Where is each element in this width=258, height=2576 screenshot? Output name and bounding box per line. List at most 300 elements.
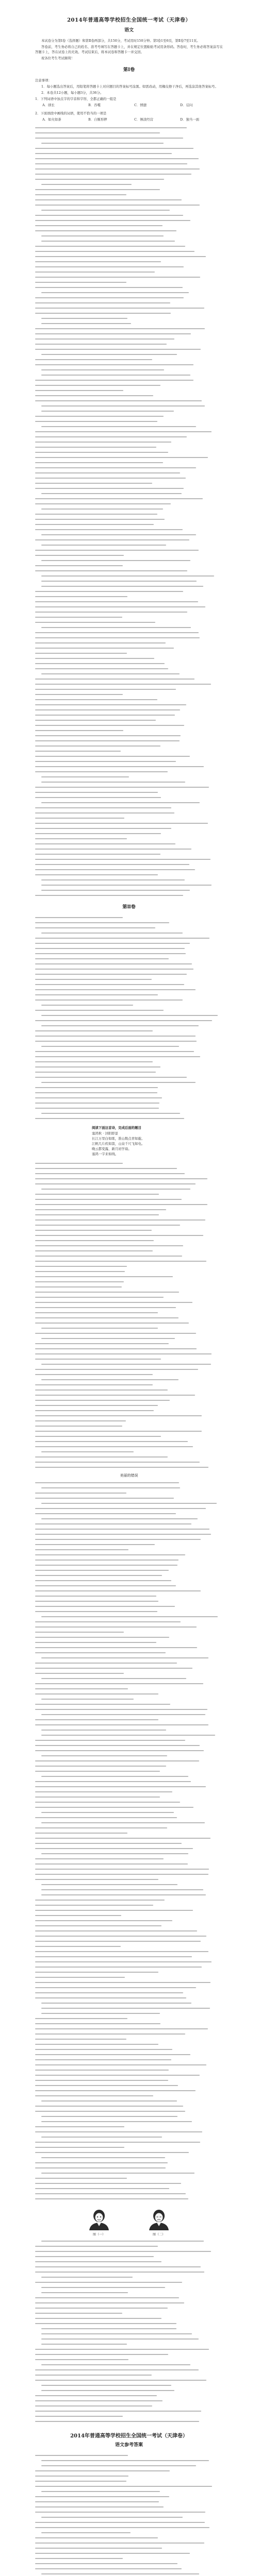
text-line <box>35 1949 223 1954</box>
text-line <box>35 2378 223 2383</box>
text-line <box>35 1398 223 1403</box>
text-line <box>35 1429 223 1434</box>
question-stem: 1．下列词语中加点字的字音和字形，全都正确的一组是 <box>35 97 117 101</box>
text-line <box>35 1028 223 1033</box>
text-line <box>35 656 223 661</box>
text-line <box>35 1413 223 1418</box>
text-line <box>35 2367 223 2372</box>
text-line <box>35 1923 223 1928</box>
text-line <box>35 743 223 749</box>
text-line <box>35 785 223 790</box>
text-line <box>35 1454 223 1460</box>
text-line <box>35 2093 223 2098</box>
text-line <box>35 285 223 290</box>
text-line <box>35 1336 223 1341</box>
text-line <box>35 687 223 692</box>
text-line <box>35 1511 223 1516</box>
text-line <box>35 754 223 759</box>
text-line <box>35 1774 223 1779</box>
text-line <box>35 1583 223 1588</box>
text-line <box>35 1764 223 1769</box>
text-line <box>35 269 223 275</box>
text-line <box>35 1547 223 1552</box>
text-line <box>35 1975 223 1980</box>
text-line <box>35 362 223 367</box>
text-line <box>35 146 223 151</box>
text-line <box>35 450 223 455</box>
text-line <box>35 1537 223 1542</box>
text-line <box>35 941 223 946</box>
text-line <box>35 197 223 202</box>
text-line <box>35 2186 223 2191</box>
text-line <box>35 872 223 877</box>
text-line <box>35 728 223 733</box>
text-line <box>35 609 223 615</box>
text-line <box>35 666 223 671</box>
body-text-block <box>35 125 223 898</box>
text-line <box>35 1059 223 1064</box>
text-line <box>35 1085 223 1090</box>
text-line <box>35 1624 223 1630</box>
text-line <box>35 522 223 527</box>
text-line <box>35 2342 223 2347</box>
text-line <box>35 2540 223 2546</box>
text-line <box>35 2067 223 2073</box>
text-line <box>35 1290 223 1295</box>
text-line <box>35 1892 223 1897</box>
text-line <box>35 759 223 764</box>
text-line <box>35 264 223 269</box>
text-line <box>35 997 223 1003</box>
text-line <box>35 372 223 378</box>
text-line <box>35 403 223 409</box>
text-line <box>35 1279 223 1284</box>
poem-line: 塞鸿秋 · 浔阳即景 <box>92 1131 118 1136</box>
text-line <box>35 1789 223 1794</box>
text-line <box>35 846 223 852</box>
text-line <box>35 506 223 512</box>
text-line <box>35 424 223 429</box>
text-line <box>35 1573 223 1578</box>
text-line <box>35 1444 223 1449</box>
text-line <box>35 135 223 141</box>
text-line <box>35 1619 223 1624</box>
text-line <box>35 1867 223 1872</box>
text-line <box>35 2311 223 2316</box>
text-line <box>35 1033 223 1039</box>
instruction-paragraph: 本试卷分为第Ⅰ卷（选择题）和第Ⅱ卷两部分，共150分，考试用时150分钟。第Ⅰ卷1至6页，第Ⅱ卷7至11页。 <box>41 39 200 43</box>
text-line <box>35 625 223 630</box>
text-line <box>35 1202 223 1207</box>
text-line <box>35 2259 223 2264</box>
text-line <box>35 2042 223 2047</box>
text-line <box>35 161 223 166</box>
text-line <box>35 182 223 187</box>
text-line <box>35 1841 223 1846</box>
text-line <box>35 1357 223 1362</box>
text-line <box>35 537 223 543</box>
instruction-paragraph: 祝各位考生考试顺利！ <box>41 56 74 60</box>
text-line <box>35 1800 223 1805</box>
text-line <box>35 1810 223 1815</box>
text-line <box>35 383 223 388</box>
text-line <box>35 1614 223 1619</box>
text-line <box>35 1106 223 1111</box>
text-line <box>35 1851 223 1856</box>
text-line <box>35 1985 223 1990</box>
text-line <box>35 125 223 130</box>
text-line <box>35 1264 223 1269</box>
text-line <box>35 661 223 666</box>
text-line <box>35 1897 223 1903</box>
text-line <box>35 259 223 264</box>
text-line <box>35 1346 223 1351</box>
text-line <box>35 946 223 951</box>
body-text-block <box>35 915 223 1121</box>
text-line <box>35 1779 223 1784</box>
text-line <box>35 1382 223 1387</box>
text-line <box>35 151 223 156</box>
text-line <box>35 1702 223 1707</box>
text-line <box>35 1207 223 1212</box>
text-line <box>35 429 223 434</box>
text-line <box>35 1387 223 1393</box>
text-line <box>35 857 223 862</box>
body-text-block <box>35 1480 223 2201</box>
text-line <box>35 2473 223 2479</box>
text-line <box>35 1645 223 1650</box>
text-line <box>35 1820 223 1825</box>
text-line <box>35 290 223 295</box>
text-line <box>35 826 223 831</box>
text-line <box>35 439 223 445</box>
option-d: D．诘问 <box>180 103 193 107</box>
text-line <box>35 1913 223 1918</box>
text-line <box>35 1712 223 1717</box>
text-line <box>35 1516 223 1521</box>
text-line <box>35 2295 223 2300</box>
text-line <box>35 465 223 470</box>
text-line <box>35 1995 223 2001</box>
text-line <box>35 275 223 280</box>
text-line <box>35 239 223 244</box>
text-line <box>35 594 223 599</box>
text-line <box>35 1439 223 1444</box>
text-line <box>35 1075 223 1080</box>
text-line <box>35 2494 223 2499</box>
text-line <box>35 2114 223 2119</box>
option-b: B．自惭形秽 <box>88 117 107 122</box>
text-line <box>35 1233 223 1238</box>
text-line <box>35 2306 223 2311</box>
text-line <box>35 208 223 213</box>
text-line <box>35 316 223 321</box>
text-line <box>35 831 223 836</box>
text-line <box>35 1039 223 1044</box>
instruction-paragraph: 答卷前，考生务必将自己的姓名、准考号填写在答题卡上，并在规定位置粘贴考试用条形码。答卷时，考生务必将答案涂写在答题卡上，答在试卷上的无效。考试结束后，将本试卷和答题卡一并交回。 <box>35 45 223 54</box>
option-list <box>42 103 223 108</box>
text-line <box>35 1217 223 1223</box>
text-line <box>35 1434 223 1439</box>
poem-line: 长江万里白如练，淮山数点青如靛。 <box>92 1137 145 1141</box>
text-line <box>35 2520 223 2525</box>
text-line <box>35 936 223 941</box>
text-line <box>35 2352 223 2357</box>
text-line <box>35 331 223 336</box>
text-line <box>35 956 223 961</box>
text-line <box>35 1341 223 1346</box>
text-line <box>35 1377 223 1382</box>
text-line <box>35 1171 223 1176</box>
text-line <box>35 2556 223 2561</box>
text-line <box>35 300 223 306</box>
text-line <box>35 1238 223 1243</box>
text-line <box>35 1259 223 1264</box>
text-line <box>35 1856 223 1861</box>
text-line <box>35 414 223 419</box>
text-line <box>35 311 223 316</box>
text-line <box>35 1825 223 1831</box>
text-line <box>35 1671 223 1676</box>
text-line <box>35 347 223 352</box>
text-line <box>35 987 223 992</box>
text-line <box>35 1223 223 1228</box>
text-line <box>35 2026 223 2031</box>
text-line <box>35 156 223 161</box>
text-line <box>35 972 223 977</box>
text-line <box>35 2489 223 2494</box>
text-line <box>35 1954 223 1959</box>
text-line <box>35 1831 223 1836</box>
text-line <box>35 2458 223 2463</box>
text-line <box>35 579 223 584</box>
text-line <box>35 1176 223 1181</box>
text-line <box>35 893 223 898</box>
text-line <box>35 1212 223 1217</box>
text-line <box>35 1666 223 1671</box>
text-line <box>35 2016 223 2021</box>
text-line <box>35 1320 223 1326</box>
text-line <box>35 1070 223 1075</box>
text-line <box>35 692 223 697</box>
text-line <box>35 883 223 888</box>
notes-item: 2．本卷共12小题，每小题3分，共36分。 <box>41 91 104 95</box>
body-text-block <box>35 2453 223 2576</box>
text-line <box>35 1116 223 1121</box>
text-line <box>35 790 223 795</box>
text-line <box>35 1588 223 1594</box>
text-line <box>35 1331 223 1336</box>
text-line <box>35 1111 223 1116</box>
text-line <box>35 1944 223 1949</box>
text-line <box>35 982 223 987</box>
text-line <box>35 2129 223 2134</box>
text-line <box>35 2088 223 2093</box>
text-line <box>35 166 223 172</box>
text-line <box>35 707 223 713</box>
poem-title: 阅读下面这首诗，完成后面的题目 <box>92 1126 141 1130</box>
text-line <box>35 1748 223 1753</box>
text-line <box>35 1964 223 1970</box>
text-line <box>35 1542 223 1547</box>
text-line <box>35 2463 223 2468</box>
text-line <box>35 620 223 625</box>
text-line <box>35 1465 223 1470</box>
text-line <box>35 1903 223 1908</box>
text-line <box>35 280 223 285</box>
text-line <box>35 2134 223 2140</box>
text-line <box>35 604 223 609</box>
text-line <box>35 1064 223 1070</box>
question-stem: 2．下面语段中画线的词语，使用不恰当的一项是 <box>35 111 107 115</box>
text-line <box>35 1990 223 1995</box>
text-line <box>35 1959 223 1964</box>
text-line <box>35 1501 223 1506</box>
text-line <box>35 2530 223 2535</box>
text-line <box>35 1315 223 1320</box>
text-line <box>35 774 223 779</box>
text-line <box>35 1846 223 1851</box>
text-line <box>35 2062 223 2067</box>
text-line <box>35 733 223 738</box>
text-line <box>35 1557 223 1563</box>
text-line <box>35 2535 223 2540</box>
text-line <box>35 805 223 810</box>
text-line <box>35 599 223 604</box>
text-line <box>35 218 223 223</box>
text-line <box>35 1480 223 1485</box>
text-line <box>35 2254 223 2259</box>
text-line <box>35 961 223 967</box>
text-line <box>35 409 223 414</box>
text-line <box>35 671 223 676</box>
text-line <box>35 1521 223 1527</box>
text-line <box>35 718 223 723</box>
text-line <box>35 2021 223 2026</box>
text-line <box>35 992 223 997</box>
text-line <box>35 1599 223 1604</box>
text-line <box>35 2499 223 2504</box>
figure-row <box>35 2208 223 2236</box>
text-line <box>35 1753 223 1758</box>
text-line <box>35 2109 223 2114</box>
text-line <box>35 295 223 300</box>
text-line <box>35 1691 223 1697</box>
text-line <box>35 2098 223 2104</box>
text-line <box>35 1660 223 1666</box>
text-line <box>35 1300 223 1305</box>
text-line <box>35 676 223 682</box>
text-line <box>35 1187 223 1192</box>
text-line <box>35 130 223 135</box>
text-line <box>35 951 223 956</box>
text-line <box>35 2414 223 2419</box>
text-line <box>35 1861 223 1867</box>
text-line <box>35 841 223 846</box>
text-line <box>35 172 223 177</box>
text-line <box>35 1003 223 1008</box>
text-line <box>35 388 223 393</box>
answer-key-title: 2014年普通高等学校招生全国统一考试（天津卷） <box>70 2433 188 2439</box>
text-line <box>35 723 223 728</box>
text-line <box>35 2510 223 2515</box>
text-line <box>35 1815 223 1820</box>
text-line <box>35 816 223 821</box>
text-line <box>35 2244 223 2249</box>
text-line <box>35 702 223 707</box>
text-line <box>35 321 223 326</box>
answer-key-subtitle: 语文参考答案 <box>115 2443 143 2448</box>
text-line <box>35 862 223 867</box>
text-line <box>35 2566 223 2571</box>
text-line <box>35 2285 223 2290</box>
figure-2 <box>147 2208 171 2236</box>
text-line <box>35 223 223 228</box>
text-line <box>35 2290 223 2295</box>
text-line <box>35 635 223 640</box>
text-line <box>35 1403 223 1408</box>
option-a: A．如火如荼 <box>42 117 61 122</box>
text-line <box>35 1181 223 1187</box>
text-line <box>35 2571 223 2576</box>
essay-title: 美丽的错误 <box>120 1473 138 1478</box>
text-line <box>35 821 223 826</box>
text-line <box>35 367 223 372</box>
text-line <box>35 2484 223 2489</box>
text-line <box>35 1743 223 1748</box>
poem-line: 晚云都变露，新月初学扇。 <box>92 1147 132 1151</box>
text-line <box>35 496 223 501</box>
text-line <box>35 1080 223 1085</box>
text-line <box>35 2176 223 2181</box>
option-d: D．独当一面 <box>180 117 200 122</box>
figure-1 <box>87 2208 111 2236</box>
text-line <box>35 306 223 311</box>
text-line <box>35 2316 223 2321</box>
text-line <box>35 1485 223 1490</box>
text-line <box>35 2191 223 2196</box>
text-line <box>35 1044 223 1049</box>
text-line <box>35 1805 223 1810</box>
text-line <box>35 2160 223 2165</box>
text-line <box>35 1836 223 1841</box>
option-list <box>42 117 223 122</box>
text-line <box>35 2275 223 2280</box>
text-line <box>35 1655 223 1660</box>
text-line <box>35 2269 223 2275</box>
text-line <box>35 1274 223 1279</box>
part2-heading: 第Ⅱ卷 <box>122 905 136 910</box>
subject-title: 语文 <box>124 28 134 33</box>
text-line <box>35 1527 223 1532</box>
text-line <box>35 1970 223 1975</box>
text-line <box>35 532 223 537</box>
text-line <box>35 2388 223 2393</box>
text-line <box>35 795 223 800</box>
text-line <box>35 357 223 362</box>
text-line <box>35 852 223 857</box>
text-line <box>35 1362 223 1367</box>
body-text-block <box>35 2239 223 2424</box>
text-line <box>35 2393 223 2398</box>
text-line <box>35 2196 223 2201</box>
text-line <box>35 393 223 398</box>
text-line <box>35 2561 223 2566</box>
person-portrait-icon <box>87 2208 111 2230</box>
text-line <box>35 769 223 774</box>
text-line <box>35 1676 223 1681</box>
text-line <box>35 527 223 532</box>
